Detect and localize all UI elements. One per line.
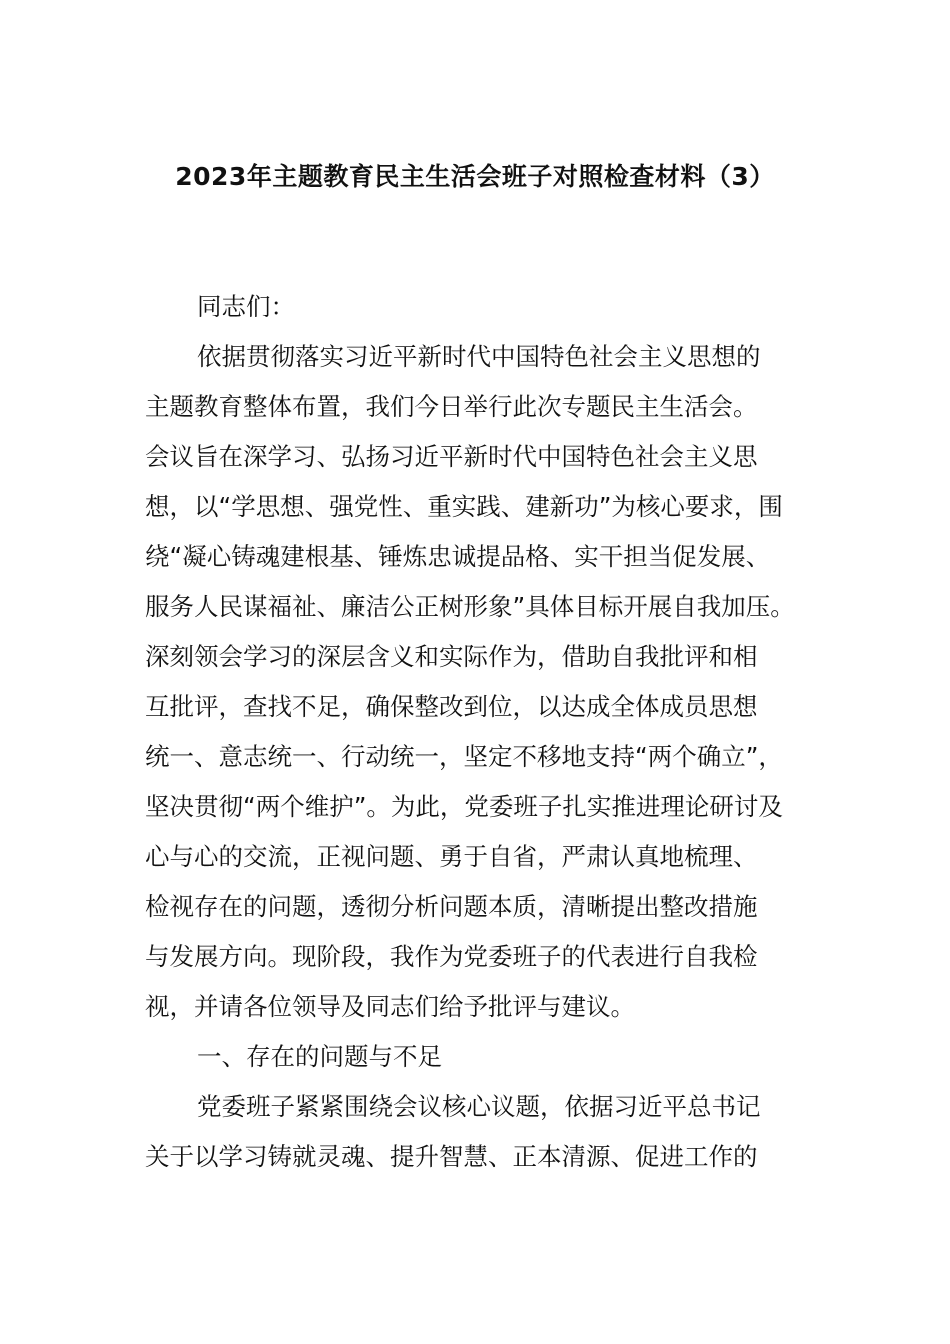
paragraph-line: 统一、意志统一、行动统一，坚定不移地支持“两个确立”， bbox=[145, 742, 783, 771]
salutation-line: 同志们： bbox=[197, 292, 295, 321]
paragraph-line: 深刻领会学习的深层含义和实际作为，借助自我批评和相 bbox=[145, 642, 758, 671]
paragraph-line: 服务人民谋福祉、廉洁公正树形象”具体目标开展自我加压。 bbox=[145, 592, 795, 621]
paragraph-line: 关于以学习铸就灵魂、提升智慧、正本清源、促进工作的 bbox=[145, 1142, 758, 1171]
paragraph-line: 坚决贯彻“两个维护”。为此，党委班子扎实推进理论研讨及 bbox=[145, 792, 783, 821]
paragraph-line: 党委班子紧紧围绕会议核心议题，依据习近平总书记 bbox=[197, 1092, 761, 1121]
paragraph-line: 主题教育整体布置，我们今日举行此次专题民主生活会。 bbox=[145, 392, 758, 421]
paragraph-line: 会议旨在深学习、弘扬习近平新时代中国特色社会主义思 bbox=[145, 442, 758, 471]
paragraph-line: 依据贯彻落实习近平新时代中国特色社会主义思想的 bbox=[197, 342, 761, 371]
paragraph-line: 视，并请各位领导及同志们给予批评与建议。 bbox=[145, 992, 635, 1021]
paragraph-line: 互批评，查找不足，确保整改到位，以达成全体成员思想 bbox=[145, 692, 758, 721]
paragraph-line: 与发展方向。现阶段，我作为党委班子的代表进行自我检 bbox=[145, 942, 758, 971]
document-body bbox=[145, 282, 825, 1182]
section-heading: 一、存在的问题与不足 bbox=[197, 1042, 442, 1071]
paragraph-line: 心与心的交流，正视问题、勇于自省，严肃认真地梳理、 bbox=[145, 842, 758, 871]
paragraph-line: 检视存在的问题，透彻分析问题本质，清晰提出整改措施 bbox=[145, 892, 758, 921]
paragraph-line: 绕“凝心铸魂建根基、锤炼忠诚提品格、实干担当促发展、 bbox=[145, 542, 771, 571]
paragraph-line: 想，以“学思想、强党性、重实践、建新功”为核心要求，围 bbox=[145, 492, 783, 521]
document-title: 2023年主题教育民主生活会班子对照检查材料（3） bbox=[175, 162, 775, 191]
